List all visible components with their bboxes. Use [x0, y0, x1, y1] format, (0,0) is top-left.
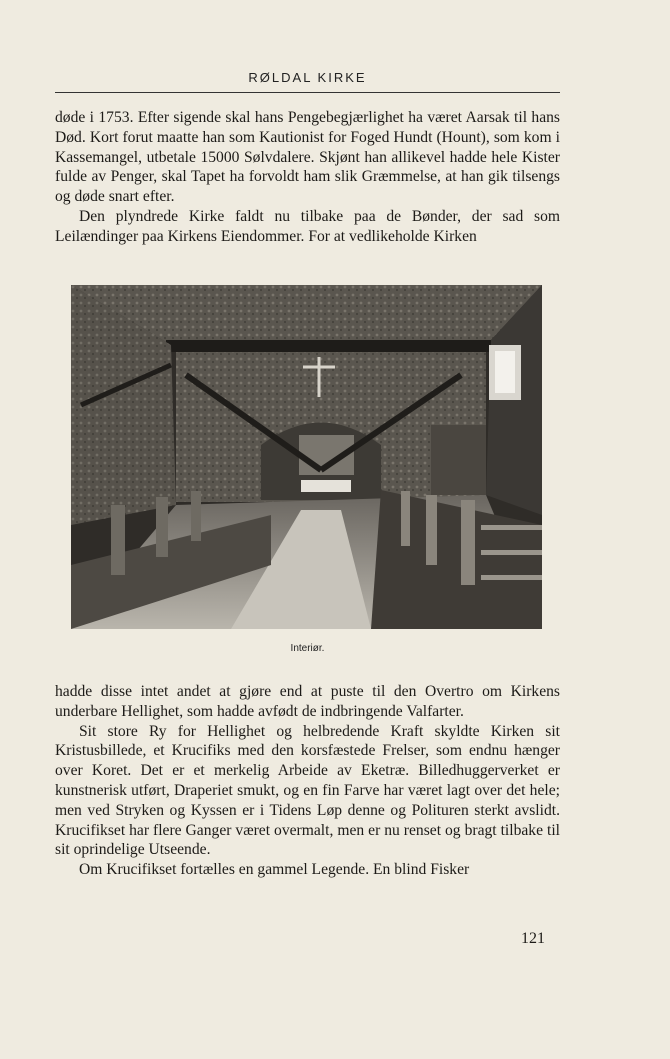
- figure-caption: Interiør.: [290, 643, 325, 654]
- paragraph: hadde disse intet andet at gjøre end at puste til den Overtro om Kirkens underbare Hellighet, som hadde avfødt de indbringende Valfarter.: [55, 683, 560, 720]
- header-rule: [55, 92, 560, 93]
- church-interior-photo: [71, 285, 542, 629]
- running-header: RØLDAL KIRKE: [248, 70, 367, 85]
- text-block-bottom: [55, 682, 560, 880]
- paragraph: Den plyndrede Kirke faldt nu tilbake paa de Bønder, der sad som Leilændinger paa Kirkens Eiendommer. For at vedlikeholde Kirken: [55, 207, 560, 245]
- text-block-top: [55, 108, 560, 247]
- page-number: 121: [521, 930, 545, 947]
- paragraph: døde i 1753. Efter sigende skal hans Pengebegjærlighet ha været Aarsak til hans Død. Kort forut maatte han som Kautionist for Foged Hundt (Hount), som kom i Kassemangel, utbetale 15000 Sølvdalere. Skjønt han allikevel hadde hele Kister fulde av Penger, skal Tapet ha forvoldt ham slik Græmmelse, at han gik tilsengs og døde snart efter.: [55, 109, 560, 206]
- paragraph: Sit store Ry for Hellighet og helbredende Kraft skyldte Kirken sit Kristusbillede, et Krucifiks med den korsfæstede Frelser, som endnu hænger over Koret. Det er et merkelig Arbeide av Eketræ. Billedhuggerverket er kunstnerisk utført, Draperiet smukt, og en fin Farve har været lagt over det hele; men ved Stryken og Kyssen er i Tidens Løp denne og Polituren sterkt avslidt. Krucifikset har flere Ganger været overmalt, men er nu renset og bragt tilbake til sit oprindelige Utseende.: [55, 722, 560, 859]
- paragraph: Om Krucifikset fortælles en gammel Legende. En blind Fisker: [79, 861, 470, 879]
